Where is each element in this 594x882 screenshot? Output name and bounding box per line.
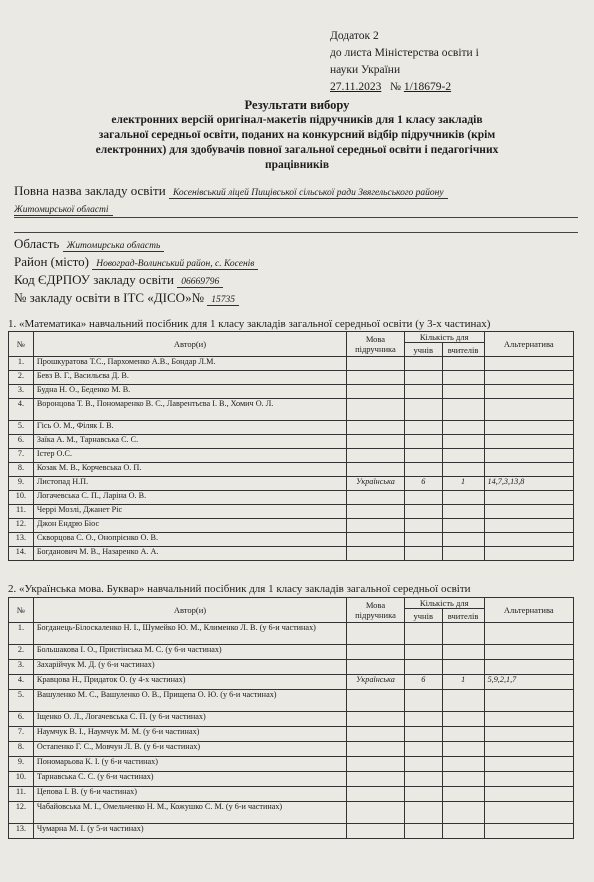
header-quantity: Кількість для	[404, 598, 484, 609]
row-alternative	[484, 421, 573, 435]
table-row	[9, 802, 574, 824]
row-number: 10.	[9, 491, 34, 505]
school-name-label: Повна назва закладу освіти	[14, 183, 166, 198]
section-2-title: 2. «Українська мова. Буквар» навчальний посібник для 1 класу закладів загальної середньої освіти	[8, 583, 471, 595]
table-row	[9, 385, 574, 399]
its-value: 15735	[207, 295, 239, 306]
title-line-4: працівників	[264, 159, 330, 171]
row-author: Захарійчук М. Д. (у 6-и частинах)	[33, 660, 346, 675]
table-row	[9, 435, 574, 449]
district-value: Новоград-Волинський район, с. Косенів	[92, 259, 258, 270]
row-students	[404, 385, 442, 399]
school-name-field-cont	[14, 200, 580, 218]
row-language	[347, 690, 405, 712]
row-students	[404, 645, 442, 660]
row-number: 1.	[9, 623, 34, 645]
header-teachers: вчителів	[442, 609, 484, 623]
table-row	[9, 757, 574, 772]
row-teachers	[442, 357, 484, 371]
row-teachers	[442, 787, 484, 802]
row-author: Скворцова С. О., Онопрієнко О. В.	[33, 533, 346, 547]
row-language	[347, 533, 405, 547]
row-language	[347, 660, 405, 675]
row-students	[404, 787, 442, 802]
row-author: Козак М. В., Корчевська О. П.	[33, 463, 346, 477]
row-students	[404, 421, 442, 435]
row-students	[404, 623, 442, 645]
row-alternative	[484, 449, 573, 463]
title-heading: Результати вибору	[244, 98, 350, 112]
row-language	[347, 824, 405, 839]
ukrainian-table-body	[9, 623, 574, 839]
header-language: Мова підручника	[347, 332, 405, 357]
row-language	[347, 772, 405, 787]
row-author: Іщенко О. Л., Логачевська С. П. (у 6-и частинах)	[33, 712, 346, 727]
row-students	[404, 824, 442, 839]
row-alternative	[484, 491, 573, 505]
row-number: 8.	[9, 463, 34, 477]
table-row	[9, 742, 574, 757]
row-students	[404, 712, 442, 727]
row-students	[404, 757, 442, 772]
row-alternative	[484, 435, 573, 449]
table-row	[9, 690, 574, 712]
row-language	[347, 623, 405, 645]
row-author: Прошкуратова Т.С., Пархоменко А.В., Бондар Л.М.	[33, 357, 346, 371]
row-number: 2.	[9, 371, 34, 385]
row-author: Логачевська С. П., Ларіна О. В.	[33, 491, 346, 505]
row-teachers: 1	[442, 675, 484, 690]
table-row	[9, 547, 574, 561]
row-students	[404, 533, 442, 547]
row-teachers	[442, 772, 484, 787]
row-teachers	[442, 399, 484, 421]
row-language	[347, 421, 405, 435]
row-number: 8.	[9, 742, 34, 757]
math-table	[8, 331, 574, 561]
row-number: 9.	[9, 477, 34, 491]
its-field	[14, 290, 580, 308]
district-field	[14, 254, 580, 272]
row-number: 11.	[9, 787, 34, 802]
row-students	[404, 772, 442, 787]
region-field	[14, 236, 580, 254]
header-students: учнів	[404, 343, 442, 357]
row-alternative	[484, 371, 573, 385]
row-number: 5.	[9, 421, 34, 435]
table-row	[9, 505, 574, 519]
row-alternative	[484, 533, 573, 547]
row-author: Наумчук В. І., Наумчук М. М. (у 6-и частинах)	[33, 727, 346, 742]
row-teachers	[442, 505, 484, 519]
row-teachers	[442, 712, 484, 727]
header-students: учнів	[404, 609, 442, 623]
row-number: 11.	[9, 505, 34, 519]
row-students: 6	[404, 675, 442, 690]
section-1-title: 1. «Математика» навчальний посібник для 1 класу закладів загальної середньої освіти (у 3-х частинах)	[8, 318, 491, 330]
row-author: Богданович М. В., Назаренко А. А.	[33, 547, 346, 561]
table-row	[9, 645, 574, 660]
row-teachers	[442, 547, 484, 561]
row-author: Воронцова Т. В., Пономаренко В. С., Лаврентьєва І. В., Хомич О. Л.	[33, 399, 346, 421]
table-row	[9, 727, 574, 742]
row-alternative	[484, 399, 573, 421]
row-author: Большакова І. О., Пристінська М. С. (у 6-и частинах)	[33, 645, 346, 660]
edrpou-label: Код ЄДРПОУ закладу освіти	[14, 272, 175, 287]
row-number: 3.	[9, 660, 34, 675]
region-label: Область	[14, 236, 60, 251]
table-row	[9, 463, 574, 477]
row-number: 13.	[9, 533, 34, 547]
row-teachers	[442, 533, 484, 547]
row-language	[347, 519, 405, 533]
row-number: 12.	[9, 802, 34, 824]
row-language	[347, 547, 405, 561]
table-row	[9, 533, 574, 547]
row-teachers	[442, 435, 484, 449]
row-students	[404, 399, 442, 421]
district-label: Район (місто)	[14, 254, 89, 269]
table-row	[9, 477, 574, 491]
row-alternative	[484, 645, 573, 660]
row-alternative	[484, 727, 573, 742]
row-alternative	[484, 519, 573, 533]
row-teachers	[442, 449, 484, 463]
row-language	[347, 645, 405, 660]
row-language	[347, 399, 405, 421]
row-language	[347, 449, 405, 463]
table-row	[9, 660, 574, 675]
row-language	[347, 757, 405, 772]
row-author: Бевз В. Г., Васильєва Д. В.	[33, 371, 346, 385]
row-students	[404, 519, 442, 533]
row-author: Остапенко Г. С., Мовчун Л. В. (у 6-и частинах)	[33, 742, 346, 757]
row-language	[347, 463, 405, 477]
row-language	[347, 491, 405, 505]
table-row	[9, 623, 574, 645]
header-alternative: Альтернатива	[484, 332, 573, 357]
row-number: 5.	[9, 690, 34, 712]
row-language	[347, 435, 405, 449]
row-teachers	[442, 491, 484, 505]
row-language	[347, 727, 405, 742]
row-alternative	[484, 463, 573, 477]
row-teachers	[442, 385, 484, 399]
row-language	[347, 712, 405, 727]
row-author: Цепова І. В. (у 6-и частинах)	[33, 787, 346, 802]
row-teachers	[442, 802, 484, 824]
header-alternative: Альтернатива	[484, 598, 573, 623]
row-author: Чабайовська М. І., Омельченко Н. М., Кожушко С. М. (у 6-и частинах)	[33, 802, 346, 824]
row-language	[347, 385, 405, 399]
row-students	[404, 435, 442, 449]
header-author: Автор(и)	[33, 598, 346, 623]
row-number: 3.	[9, 385, 34, 399]
row-students	[404, 802, 442, 824]
row-alternative	[484, 547, 573, 561]
row-number: 2.	[9, 645, 34, 660]
row-teachers	[442, 690, 484, 712]
row-number: 7.	[9, 449, 34, 463]
row-language	[347, 357, 405, 371]
row-teachers	[442, 623, 484, 645]
row-students	[404, 547, 442, 561]
table-row	[9, 399, 574, 421]
header-teachers: вчителів	[442, 343, 484, 357]
addendum-date: 27.11.2023	[330, 81, 382, 93]
row-language	[347, 787, 405, 802]
addendum-number: 1/18679-2	[403, 81, 452, 93]
row-author: Богданець-Білоскаленко Н. І., Шумейко Ю. М., Клименко Л. В. (у 6-и частинах)	[33, 623, 346, 645]
row-teachers	[442, 824, 484, 839]
table-row	[9, 421, 574, 435]
row-number: 6.	[9, 435, 34, 449]
row-teachers	[442, 519, 484, 533]
row-students	[404, 660, 442, 675]
row-teachers	[442, 645, 484, 660]
row-author: Кравцова Н., Придаток О. (у 4-х частинах)	[33, 675, 346, 690]
edrpou-field	[14, 272, 580, 290]
row-alternative	[484, 802, 573, 824]
row-author: Будна Н. О., Беденко М. В.	[33, 385, 346, 399]
header-no: №	[9, 598, 34, 623]
row-author: Гісь О. М., Філяк І. В.	[33, 421, 346, 435]
addendum-line-2: до листа Міністерства освіти і	[330, 47, 479, 59]
row-alternative: 14,7,3,13,8	[484, 477, 573, 491]
row-alternative	[484, 757, 573, 772]
row-students	[404, 357, 442, 371]
addendum-date-number	[330, 79, 479, 96]
its-label: № закладу освіти в ІТС «ДІСО»№	[14, 290, 204, 305]
row-teachers	[442, 727, 484, 742]
row-teachers	[442, 660, 484, 675]
table-row	[9, 519, 574, 533]
table-row	[9, 371, 574, 385]
row-number: 4.	[9, 399, 34, 421]
row-language	[347, 742, 405, 757]
title-line-2: загальної середньої освіти, поданих на конкурсний відбір підручників (крім	[98, 129, 496, 141]
row-students	[404, 505, 442, 519]
row-author: Листопад Н.П.	[33, 477, 346, 491]
table-row	[9, 491, 574, 505]
row-teachers	[442, 757, 484, 772]
row-students	[404, 742, 442, 757]
document-title	[20, 98, 574, 173]
addendum-line-3: науки України	[330, 64, 401, 76]
table-row	[9, 787, 574, 802]
row-alternative	[484, 824, 573, 839]
table-row	[9, 712, 574, 727]
row-number: 7.	[9, 727, 34, 742]
row-author: Черрі Мозлі, Джанет Ріс	[33, 505, 346, 519]
row-alternative	[484, 742, 573, 757]
row-students	[404, 371, 442, 385]
table-row	[9, 824, 574, 839]
row-alternative	[484, 690, 573, 712]
row-number: 1.	[9, 357, 34, 371]
row-language: Українська	[347, 675, 405, 690]
row-students	[404, 491, 442, 505]
row-alternative	[484, 623, 573, 645]
header-no: №	[9, 332, 34, 357]
row-students	[404, 449, 442, 463]
row-language	[347, 371, 405, 385]
row-alternative	[484, 385, 573, 399]
edrpou-value: 06669796	[177, 277, 223, 288]
row-alternative	[484, 772, 573, 787]
row-number: 12.	[9, 519, 34, 533]
school-name-field	[14, 183, 580, 201]
school-name-value: Косенівський ліцей Пищівської сільської ради Звягельського району	[169, 188, 448, 199]
table-row	[9, 357, 574, 371]
row-students	[404, 463, 442, 477]
row-language	[347, 505, 405, 519]
row-number: 13.	[9, 824, 34, 839]
addendum-line-1: Додаток 2	[330, 30, 379, 42]
row-alternative	[484, 660, 573, 675]
row-language	[347, 802, 405, 824]
row-students	[404, 690, 442, 712]
header-language: Мова підручника	[347, 598, 405, 623]
title-line-1: електронних версій оригінал-макетів підручників для 1 класу закладів	[111, 114, 483, 126]
ukrainian-table	[8, 597, 574, 839]
header-quantity: Кількість для	[404, 332, 484, 343]
addendum-number-prefix: №	[389, 81, 401, 93]
blank-line-1	[14, 217, 578, 218]
title-line-3: електронних) для здобувачів повної загальної середньої освіти і педагогічних	[95, 144, 499, 156]
row-number: 6.	[9, 712, 34, 727]
row-number: 10.	[9, 772, 34, 787]
row-teachers	[442, 463, 484, 477]
row-language: Українська	[347, 477, 405, 491]
row-author: Вашуленко М. С., Вашуленко О. В., Прищепа О. Ю. (у 6-и частинах)	[33, 690, 346, 712]
school-name-value-2: Житомирської області	[14, 205, 113, 216]
row-teachers: 1	[442, 477, 484, 491]
row-alternative	[484, 357, 573, 371]
row-number: 9.	[9, 757, 34, 772]
math-table-body	[9, 357, 574, 561]
row-teachers	[442, 742, 484, 757]
row-author: Тарнавська С. С. (у 6-и частинах)	[33, 772, 346, 787]
blank-line-2	[14, 232, 578, 233]
addendum-block	[330, 28, 479, 96]
row-teachers	[442, 371, 484, 385]
row-author: Пономарьова К. І. (у 6-и частинах)	[33, 757, 346, 772]
table-row	[9, 449, 574, 463]
row-students: 6	[404, 477, 442, 491]
row-students	[404, 727, 442, 742]
row-teachers	[442, 421, 484, 435]
row-author: Чумарна М. І. (у 5-и частинах)	[33, 824, 346, 839]
row-number: 14.	[9, 547, 34, 561]
row-number: 4.	[9, 675, 34, 690]
row-author: Джон Ендрю Біос	[33, 519, 346, 533]
row-author: Істер О.С.	[33, 449, 346, 463]
row-alternative	[484, 787, 573, 802]
row-author: Заїка А. М., Тарнавська С. С.	[33, 435, 346, 449]
row-alternative	[484, 712, 573, 727]
region-value: Житомирська область	[63, 241, 165, 252]
table-row	[9, 675, 574, 690]
table-row	[9, 772, 574, 787]
row-alternative	[484, 505, 573, 519]
row-alternative: 5,9,2,1,7	[484, 675, 573, 690]
header-author: Автор(и)	[33, 332, 346, 357]
